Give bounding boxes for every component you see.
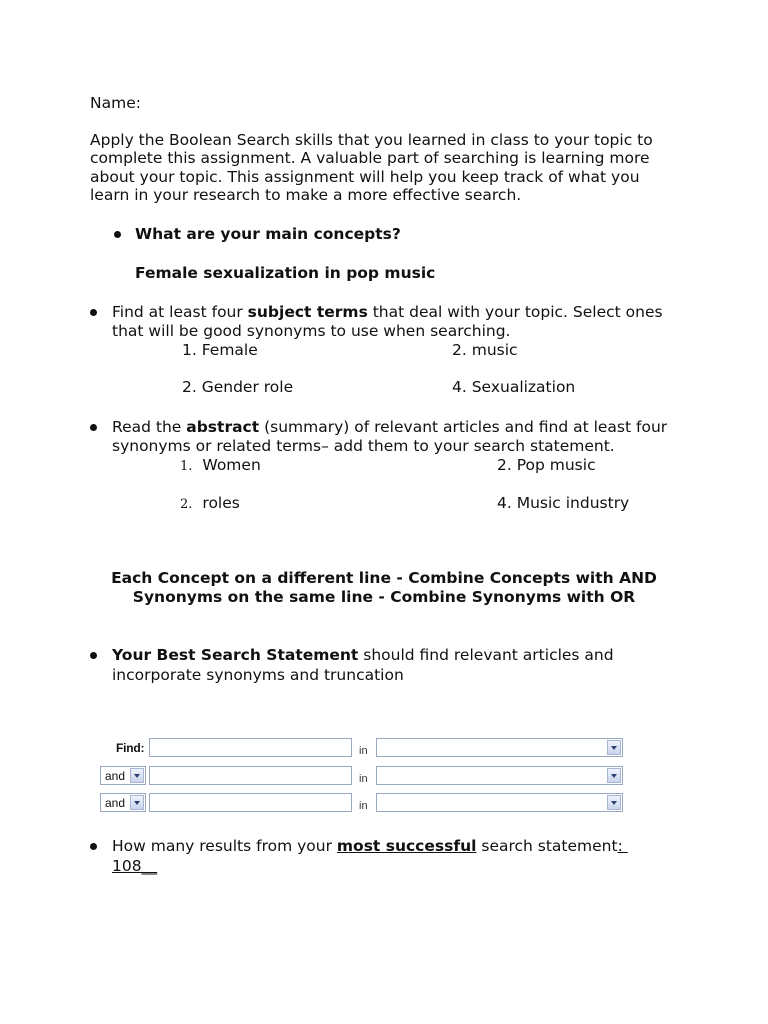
chevron-down-icon[interactable]: [130, 768, 144, 783]
operator-value: and: [105, 769, 126, 783]
field-select-3[interactable]: [376, 793, 623, 812]
abstract-item-text: Women: [202, 456, 261, 474]
best-search-rest: should find relevant articles and: [358, 646, 614, 664]
operator-select-2[interactable]: [100, 793, 146, 812]
abstract-post: (summary) of relevant articles and find at least four: [259, 418, 668, 436]
instruction-synonyms: Synonyms on the same line - Combine Synonyms with OR: [132, 588, 636, 606]
subject-term-item: 2. Gender role: [182, 378, 294, 396]
operator-value: and: [105, 796, 126, 810]
find-label: Find:: [116, 741, 145, 755]
operator-select-1[interactable]: [100, 766, 146, 785]
abstract-pre: Read the: [112, 418, 187, 436]
concepts-question: What are your main concepts?: [135, 225, 401, 243]
results-pre: How many results from your: [112, 837, 337, 855]
name-label: Name:: [90, 94, 141, 112]
subject-terms-line-1: [112, 303, 663, 322]
subject-term-item: 1. Female: [182, 341, 258, 359]
field-select-2[interactable]: [376, 766, 623, 785]
best-search-bold: Your Best Search Statement: [112, 646, 359, 664]
abstract-item-number: 1.: [180, 459, 193, 474]
abstract-item-number: 2.: [180, 497, 193, 512]
results-value: 108__: [112, 857, 158, 875]
bullet: [90, 309, 97, 316]
abstract-item: 4. Music industry: [497, 494, 630, 512]
in-label: in: [359, 773, 368, 785]
abstract-item: 2. Pop music: [497, 456, 596, 474]
search-term-input-3[interactable]: [149, 793, 352, 812]
abstract-item: [180, 456, 261, 476]
intro-line-3: about your topic. This assignment will help you keep track of what you: [90, 168, 640, 186]
results-question: [112, 837, 628, 856]
field-select-1[interactable]: [376, 738, 623, 757]
bullet: [114, 231, 121, 238]
subject-term-item: 4. Sexualization: [452, 378, 576, 396]
intro-line-1: Apply the Boolean Search skills that you learned in class to your topic to: [90, 131, 653, 149]
in-label: in: [359, 745, 368, 757]
concepts-answer: Female sexualization in pop music: [135, 264, 436, 282]
abstract-item-text: roles: [202, 494, 240, 512]
results-bold: most successful: [336, 837, 477, 855]
chevron-down-icon[interactable]: [607, 795, 621, 810]
chevron-down-icon[interactable]: [607, 740, 621, 755]
bullet: [90, 424, 97, 431]
bullet: [90, 843, 97, 850]
best-search-line-2: incorporate synonyms and truncation: [112, 666, 404, 684]
results-colon: :: [617, 837, 628, 855]
instruction-concepts: Each Concept on a different line - Combine Concepts with AND: [111, 569, 657, 587]
search-term-input-1[interactable]: [149, 738, 352, 757]
best-search-line-1: [112, 646, 614, 665]
subject-terms-bold: subject terms: [247, 303, 368, 321]
subject-terms-line-2: that will be good synonyms to use when searching.: [112, 322, 511, 340]
subject-terms-post: that deal with your topic. Select ones: [367, 303, 663, 321]
search-term-input-2[interactable]: [149, 766, 352, 785]
subject-term-item: 2. music: [452, 341, 518, 359]
chevron-down-icon[interactable]: [130, 795, 144, 810]
intro-line-4: learn in your research to make a more effective search.: [90, 186, 522, 204]
abstract-line-1: [112, 418, 667, 437]
abstract-line-2: synonyms or related terms– add them to your search statement.: [112, 437, 615, 455]
intro-line-2: complete this assignment. A valuable part of searching is learning more: [90, 149, 650, 167]
abstract-bold: abstract: [186, 418, 260, 436]
results-post: search statement: [476, 837, 618, 855]
abstract-item: [180, 494, 240, 514]
in-label: in: [359, 800, 368, 812]
bullet: [90, 652, 97, 659]
subject-terms-pre: Find at least four: [112, 303, 248, 321]
chevron-down-icon[interactable]: [607, 768, 621, 783]
